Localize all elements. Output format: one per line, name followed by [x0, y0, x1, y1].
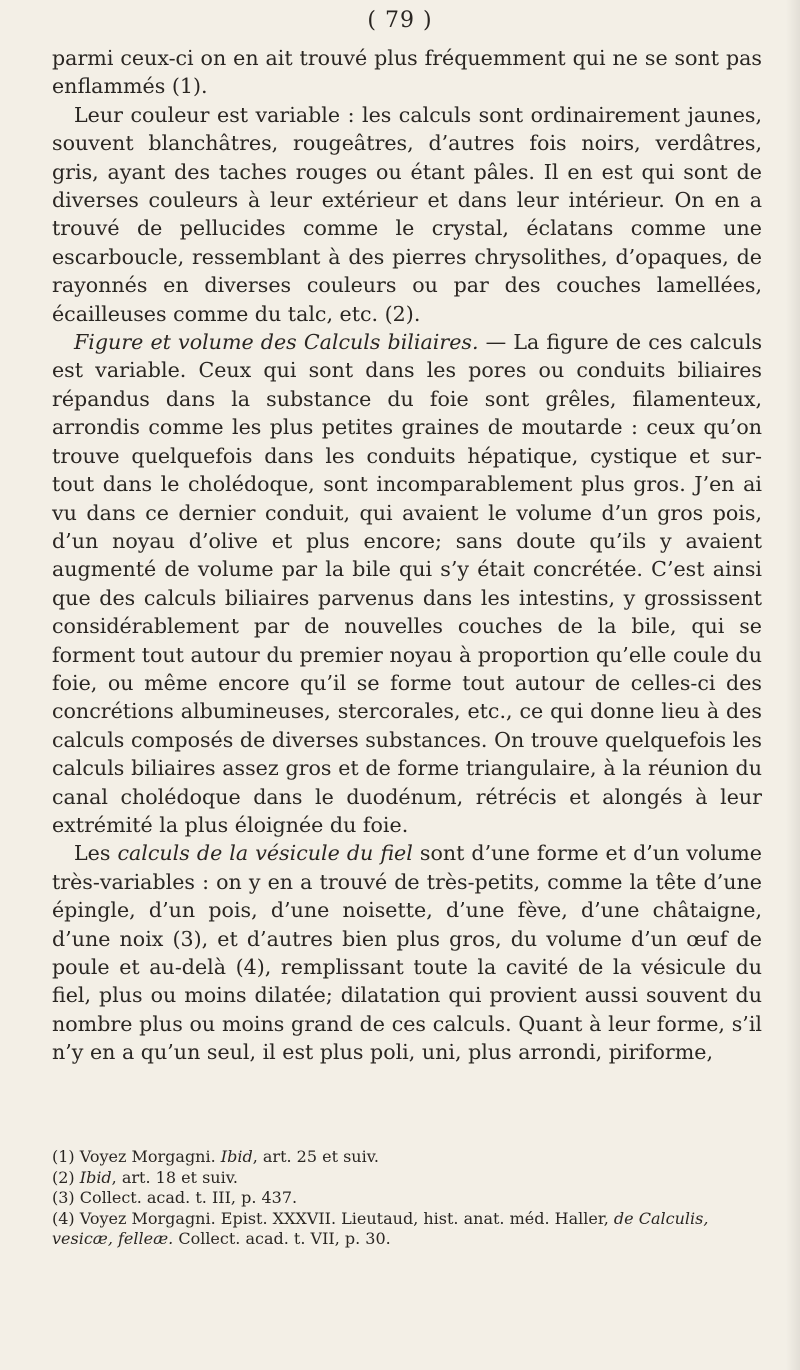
footnote-2-num: (2) [52, 1167, 80, 1187]
footnote-2-ibid: Ibid [79, 1167, 112, 1187]
paragraph-gallbladder [52, 839, 762, 1066]
paragraph-gallbladder-text: sont d’une forme et d’un volume très-variables : on y en a trouvé de très-petits, comme la tête d’une épingle, d’un pois, d’une noisette, d’une fève, d’une châtaigne, d’une noix (3), et d’autres bien plus gros, du volume d’un œuf de poule et au-delà (4), remplissant toute la cavité de la vésicule du fiel, plus ou moins dilatée; dilatation qui provient aussi souvent du nombre plus ou moins grand de ces calculs. Quant à leur forme, s’il n’y en a qu’un seul, il est plus poli, uni, plus arrondi, piriforme, [52, 841, 762, 1065]
footnote-1 [52, 1147, 762, 1168]
footnote-4-text: (4) Voyez Morgagni. Epist. XXXVII. Lieutaud, hist. anat. méd. Haller, [52, 1208, 614, 1228]
footnote-1-text: (1) Voyez Morgagni. [52, 1147, 221, 1166]
footnote-1-ref: , art. 25 et suiv. [252, 1147, 379, 1166]
section-heading-gallbladder: calculs de la vésicule du fiel [117, 841, 413, 866]
paragraph-gallbladder-intro: Les [74, 841, 118, 866]
paragraph-color: Leur couleur est variable : les calculs sont ordinairement jaunes, souvent blanchâtres, rougeâtres, d’autres fois noirs, verdâtres, gris, ayant des taches rouges ou étant pâles. Il en est qui sont de diverses couleurs à leur extérieur et dans leur intérieur. On en a trouvé de pellucides comme le crystal, éclatans comme une escarboucle, ressemblant à des pierres chrysolithes, d’opaques, de rayonnés en diverses couleurs ou par des couches lamellées, écailleuses comme du talc, etc. (2). [52, 102, 762, 326]
paragraph-continuation: parmi ceux-ci on en ait trouvé plus fréquemment qui ne se sont pas enflammés (1). [52, 46, 762, 99]
footnotes [52, 1147, 762, 1250]
paragraph-figure-volume-text: — La figure de ces calculs est variable. Ceux qui sont dans les pores ou conduits biliaires répandus dans la substance du foie sont grêles, filamenteux, arrondis comme les plus petites graines de moutarde : ceux qu’on trouve quelquefois dans les conduits hépatique, cystique et sur-tout dans le cholédoque, sont incomparablement plus gros. J’en ai vu dans ce dernier conduit, qui avaient le volume d’un gros pois, d’un noyau d’olive et plus encore; sans doute qu’ils y avaient augmenté de volume par la bile qui s’y était concrétée. C’est ainsi que des calculs biliaires parvenus dans les intestins, y grossissent considérablement par de nouvelles couches de la bile, qui se forment tout autour du premier noyau à proportion qu’elle coule du foie, ou même encore qu’il se forme tout autour de celles-ci des concrétions albumineuses, stercorales, etc., ce qui donne lieu à des calculs composés de diverses substances. On trouve quelquefois les calculs biliaires assez gros et de forme triangulaire, à la réunion du canal cholédoque dans le duodénum, rétrécis et alongés à leur extrémité la plus éloignée du foie. [52, 330, 763, 837]
section-heading-figure-volume: Figure et volume des Calculs biliaires. [74, 330, 479, 355]
footnote-2 [52, 1168, 762, 1189]
footnote-4-title: de Calculis, vesicæ, felleæ. [52, 1208, 709, 1248]
footnote-3: (3) Collect. acad. t. III, p. 437. [52, 1188, 298, 1207]
footnote-2-ref: , art. 18 et suiv. [111, 1167, 238, 1187]
paragraph-figure-volume [52, 328, 762, 839]
page-number: ( 79 ) [367, 8, 433, 33]
footnote-4 [52, 1209, 762, 1250]
main-text [52, 44, 762, 1067]
footnote-1-ibid: Ibid [220, 1147, 253, 1166]
footnote-4-ref: Collect. acad. t. VII, p. 30. [173, 1229, 391, 1248]
page-edge-shadow [786, 0, 800, 1370]
